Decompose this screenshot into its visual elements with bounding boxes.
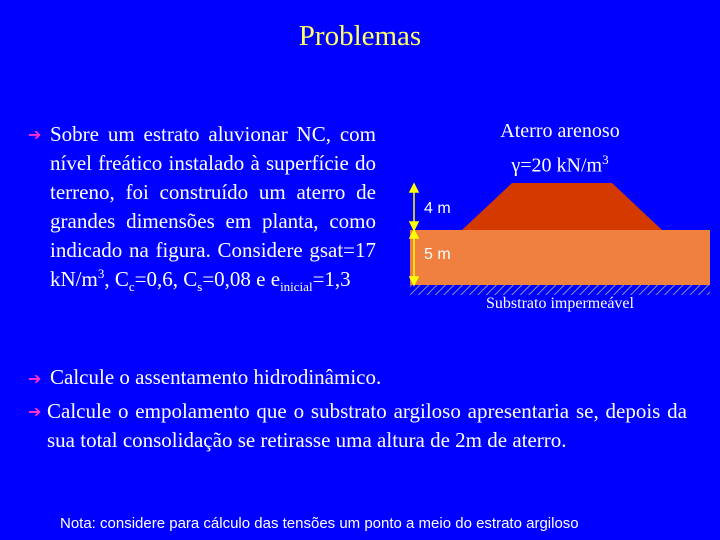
embankment	[462, 183, 662, 230]
bullet-arrow-icon: ➔	[28, 125, 42, 144]
problem-statement: Sobre um estrato aluvionar NC, com nível freático instalado à superfície do terreno, foi construído um aterro de grandes dimensões em planta, como indicado na figura. Considere gsat=17 $kN/m^3$, $C_c=0,6$, $C_s=0,08$ e $e_{inicial}=1,3$	[50, 122, 376, 295]
embankment-label: Aterro arenoso	[500, 120, 620, 142]
question-1: Calcule o assentamento hidrodinâmico.	[50, 365, 382, 389]
embankment-height-label: 4 m	[424, 200, 451, 217]
question-2: Calcule o empolamento que o substrato argiloso apresentaria se, depois da sua total consolidação se retirasse uma altura de 2m de aterro.	[47, 399, 687, 452]
stratum-thickness-label: 5 m	[424, 246, 451, 263]
bullet-arrow-icon: ➔	[28, 402, 42, 421]
impermeable-substrate	[410, 285, 710, 295]
embankment-unit-weight: γ=20 $kN/m^3$	[511, 152, 609, 177]
footnote: Nota: considere para cálculo das tensões um ponto a meio do estrato argiloso	[60, 515, 579, 532]
slide-title: Problemas	[298, 20, 422, 52]
substrate-label: Substrato impermeável	[486, 295, 634, 312]
clay-stratum	[410, 230, 710, 285]
bullet-arrow-icon: ➔	[28, 369, 42, 388]
